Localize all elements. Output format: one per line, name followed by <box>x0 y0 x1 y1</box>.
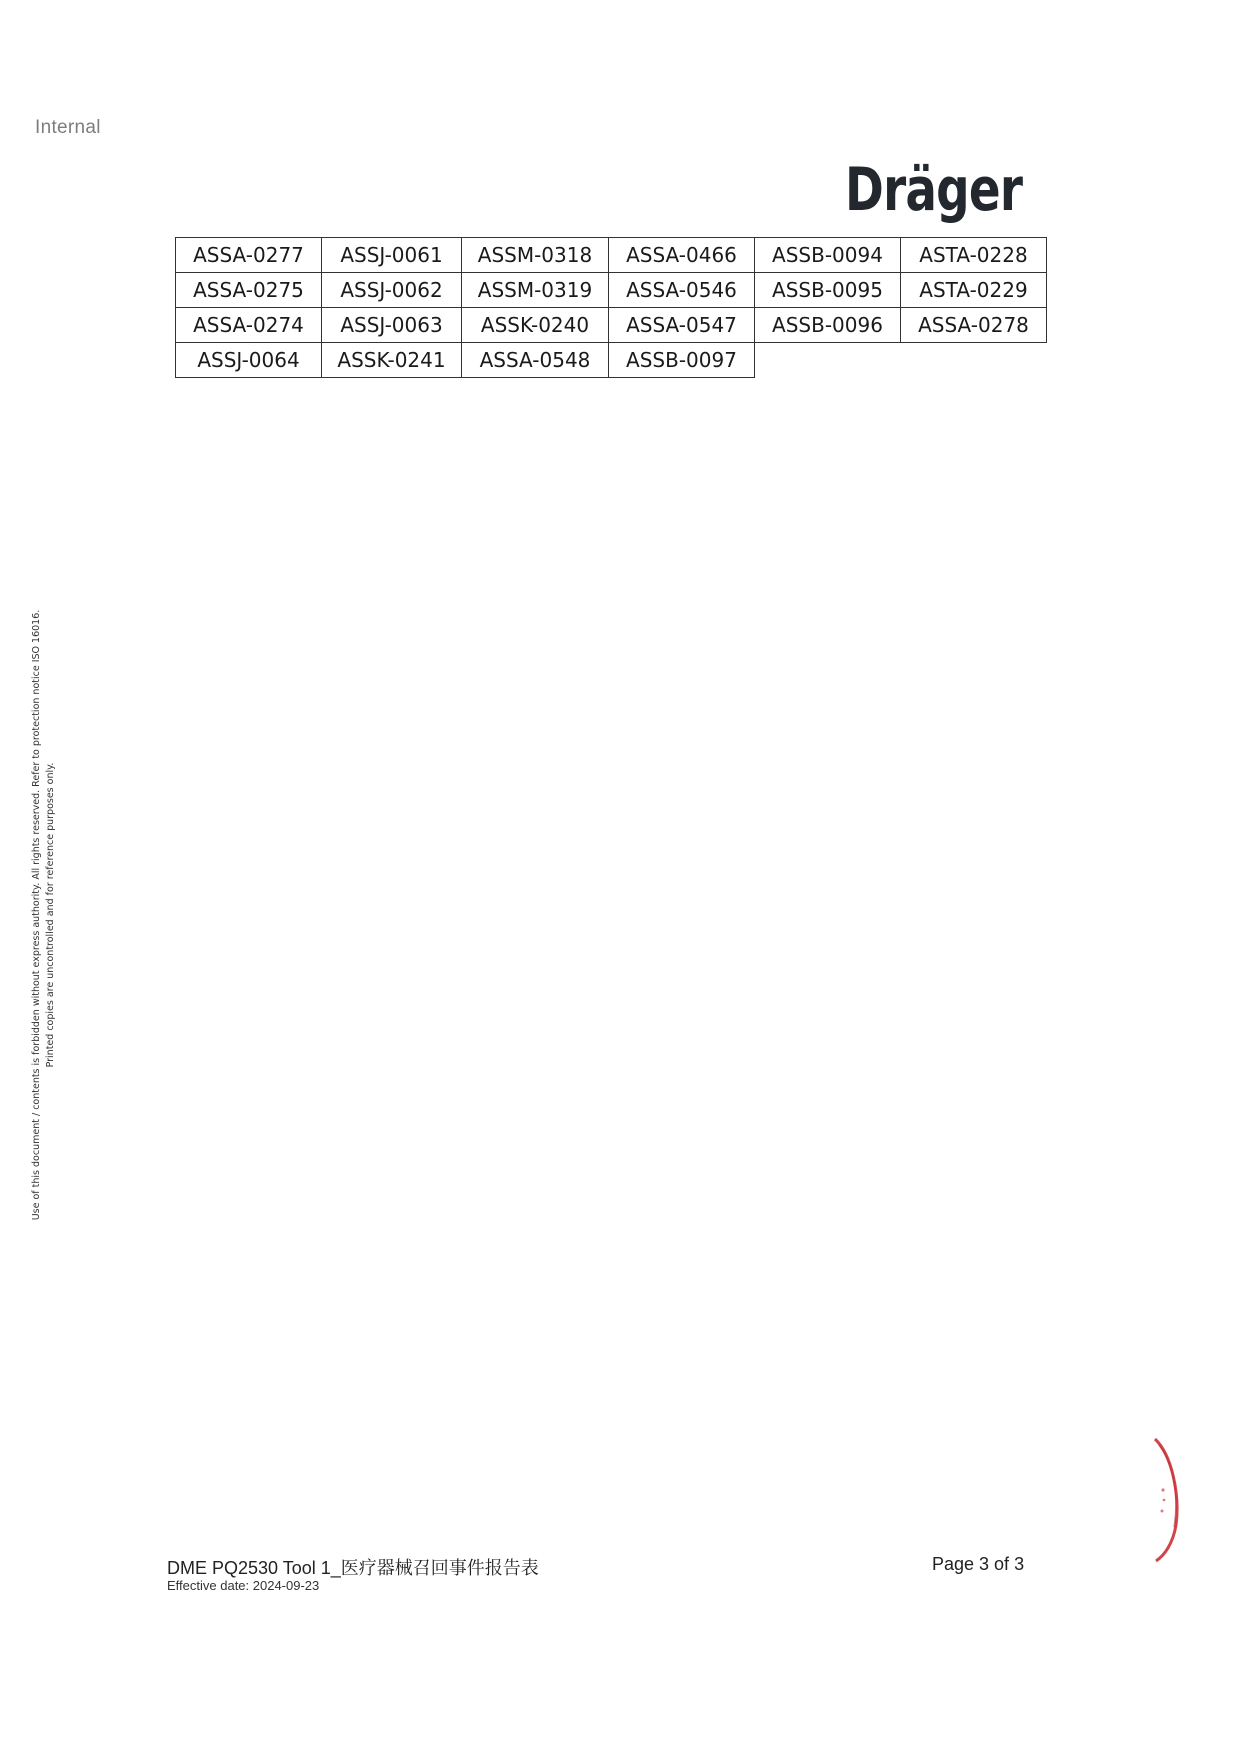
device-code-cell: ASTA-0229 <box>901 273 1047 308</box>
device-code-cell: ASSM-0319 <box>462 273 609 308</box>
empty-cell <box>755 343 901 378</box>
footer-page-number: Page 3 of 3 <box>932 1554 1025 1574</box>
device-code-cell: ASSA-0466 <box>609 238 755 273</box>
device-code-cell: ASSJ-0062 <box>322 273 462 308</box>
device-code-cell: ASSA-0274 <box>176 308 322 343</box>
drager-logo: Dräger <box>845 155 1023 225</box>
device-code-cell: ASSA-0548 <box>462 343 609 378</box>
device-code-cell: ASSB-0097 <box>609 343 755 378</box>
empty-cell <box>901 343 1047 378</box>
device-code-cell: ASSA-0277 <box>176 238 322 273</box>
device-code-cell: ASSA-0278 <box>901 308 1047 343</box>
footer-effective-date: Effective date: 2024-09-23 <box>167 1578 320 1593</box>
table-row <box>176 273 1047 308</box>
device-code-table <box>175 237 1047 378</box>
device-code-cell: ASSB-0094 <box>755 238 901 273</box>
device-code-cell: ASSA-0546 <box>609 273 755 308</box>
protection-notice-line-2: Printed copies are uncontrolled and for reference purposes only. <box>45 762 56 1068</box>
device-code-cell: ASSB-0095 <box>755 273 901 308</box>
footer-document-title: DME PQ2530 Tool 1_医疗器械召回事件报告表 <box>167 1558 539 1578</box>
device-code-cell: ASSJ-0063 <box>322 308 462 343</box>
protection-notice-line-1: Use of this document / contents is forbidden without express authority. All rights reserved. Refer to protection notice ISO 16016. <box>31 609 42 1221</box>
device-code-cell: ASSM-0318 <box>462 238 609 273</box>
table-row <box>176 238 1047 273</box>
device-code-cell: ASSJ-0064 <box>176 343 322 378</box>
device-code-cell: ASSK-0241 <box>322 343 462 378</box>
device-code-cell: ASSJ-0061 <box>322 238 462 273</box>
device-code-cell: ASSA-0275 <box>176 273 322 308</box>
classification-label: Internal <box>35 117 101 138</box>
device-code-cell: ASSK-0240 <box>462 308 609 343</box>
device-code-cell: ASSB-0096 <box>755 308 901 343</box>
device-code-cell: ASSA-0547 <box>609 308 755 343</box>
table-row <box>176 343 1047 378</box>
red-seal-stamp-fragment <box>1150 1435 1190 1565</box>
protection-notice <box>30 595 58 1235</box>
device-code-cell: ASTA-0228 <box>901 238 1047 273</box>
table-row <box>176 308 1047 343</box>
